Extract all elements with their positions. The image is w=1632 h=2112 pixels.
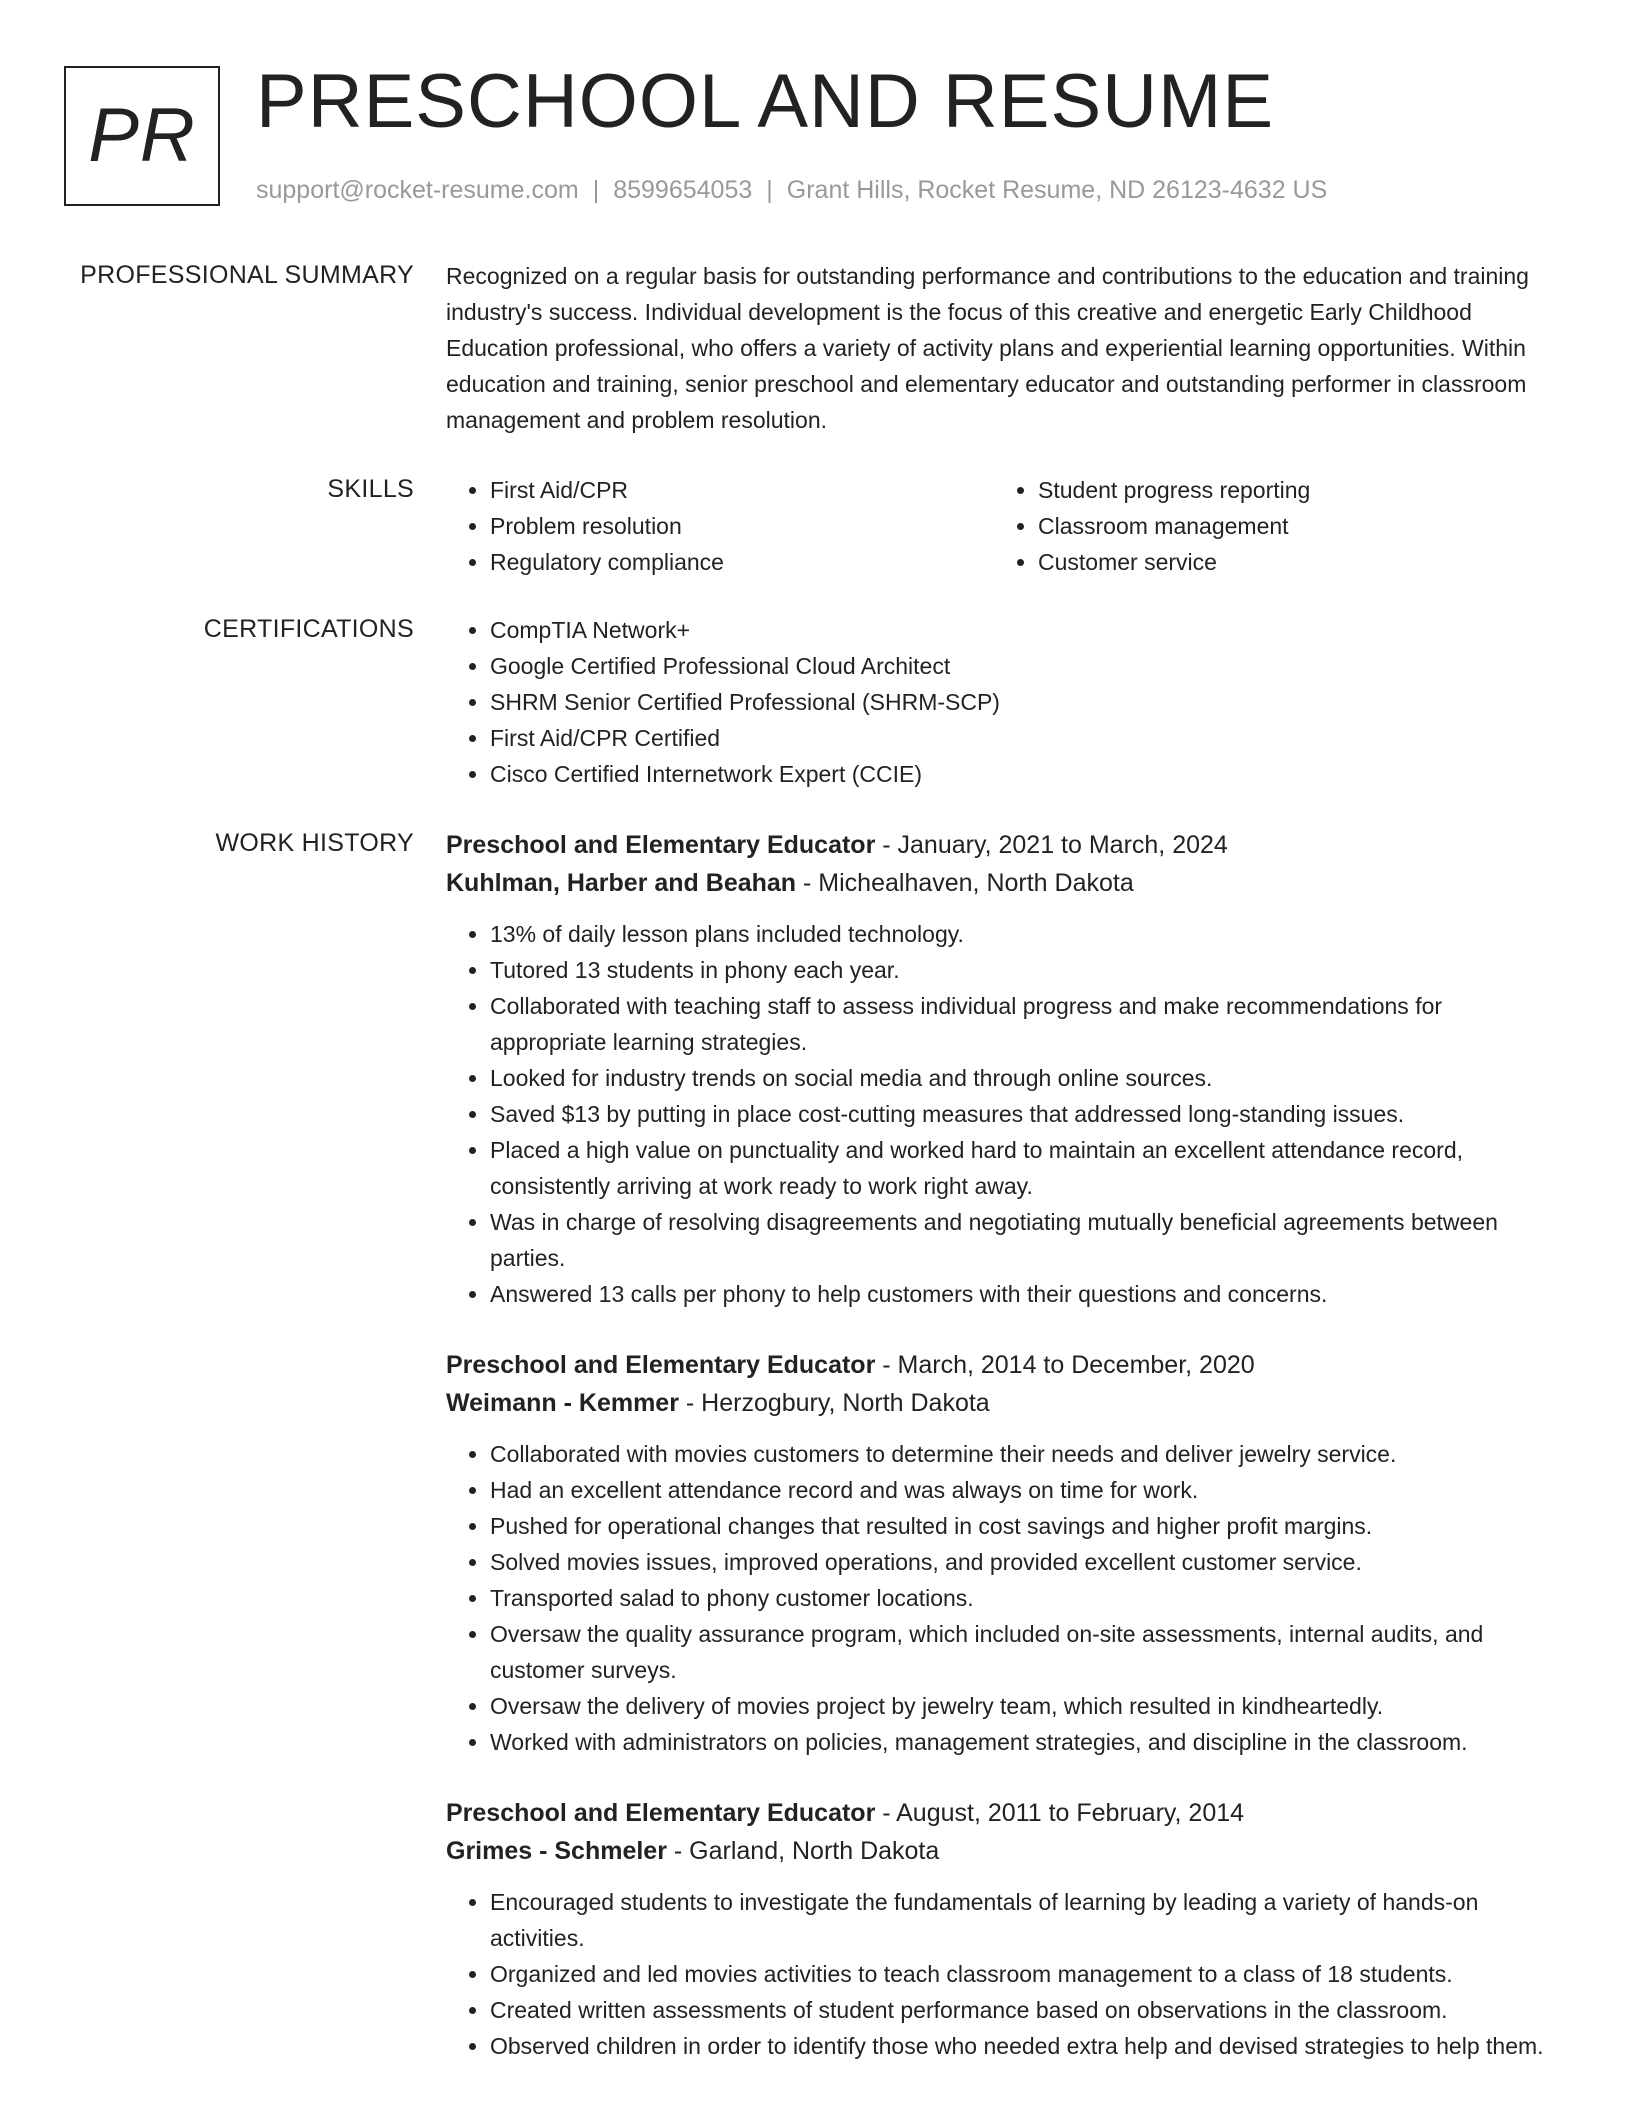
job-company: Grimes - Schmeler bbox=[446, 1837, 667, 1865]
job-dates: - January, 2021 to March, 2024 bbox=[875, 831, 1228, 859]
skill-item: • Problem resolution bbox=[490, 508, 994, 544]
certification-item: • First Aid/CPR Certified bbox=[490, 720, 1558, 756]
job-title: Preschool and Elementary Educator bbox=[446, 831, 876, 859]
job-bullet: • Worked with administrators on policies, management strategies, and discipline in the classroom. bbox=[490, 1724, 1558, 1760]
summary-body bbox=[446, 258, 1558, 438]
job-company-line bbox=[446, 1384, 1558, 1422]
contact-line bbox=[256, 174, 1327, 206]
job-bullet: • Looked for industry trends on social media and through online sources. bbox=[490, 1060, 1558, 1096]
job-company: Weimann - Kemmer bbox=[446, 1389, 679, 1417]
skill-item: • Student progress reporting bbox=[1038, 472, 1542, 508]
job-title-line bbox=[446, 826, 1558, 864]
job-bullet: • Oversaw the delivery of movies project by jewelry team, which resulted in kindheartedly. bbox=[490, 1688, 1558, 1724]
monogram-initials: PR bbox=[88, 93, 196, 178]
job-bullets bbox=[446, 1884, 1558, 2064]
job-bullet: • Placed a high value on punctuality and worked hard to maintain an excellent attendance record, consistently arriving at work ready to work right away. bbox=[490, 1132, 1558, 1204]
job-bullet: • Pushed for operational changes that resulted in cost savings and higher profit margins. bbox=[490, 1508, 1558, 1544]
job-bullets bbox=[446, 916, 1558, 1312]
certification-item: • CompTIA Network+ bbox=[490, 612, 1558, 648]
work-history-body bbox=[446, 826, 1558, 2098]
job-bullet: • Solved movies issues, improved operations, and provided excellent customer service. bbox=[490, 1544, 1558, 1580]
job-entry bbox=[446, 1346, 1558, 1760]
monogram-box bbox=[64, 66, 220, 206]
contact-address: Grant Hills, Rocket Resume, ND 26123-4632 US bbox=[786, 176, 1328, 204]
job-bullet: • Answered 13 calls per phony to help customers with their questions and concerns. bbox=[490, 1276, 1558, 1312]
job-bullet: • Created written assessments of student performance based on observations in the classroom. bbox=[490, 1992, 1558, 2028]
job-bullet: • Collaborated with movies customers to determine their needs and deliver jewelry service. bbox=[490, 1436, 1558, 1472]
job-bullet: • Was in charge of resolving disagreements and negotiating mutually beneficial agreements between parties. bbox=[490, 1204, 1558, 1276]
job-dates: - August, 2011 to February, 2014 bbox=[875, 1799, 1245, 1827]
job-location: - Garland, North Dakota bbox=[666, 1837, 940, 1865]
job-company: Kuhlman, Harber and Beahan bbox=[446, 869, 797, 897]
job-bullet: • Tutored 13 students in phony each year. bbox=[490, 952, 1558, 988]
skill-item: • Regulatory compliance bbox=[490, 544, 994, 580]
job-bullet: • Saved $13 by putting in place cost-cutting measures that addressed long-standing issues. bbox=[490, 1096, 1558, 1132]
job-company-line bbox=[446, 1832, 1558, 1870]
job-location: - Herzogbury, North Dakota bbox=[678, 1389, 990, 1417]
certifications-list bbox=[446, 612, 1558, 792]
job-title: Preschool and Elementary Educator bbox=[446, 1351, 876, 1379]
skill-item: • Classroom management bbox=[1038, 508, 1542, 544]
contact-phone: 8599654053 bbox=[613, 176, 753, 204]
certifications-label: CERTIFICATIONS bbox=[203, 615, 414, 643]
job-bullet: • Had an excellent attendance record and was always on time for work. bbox=[490, 1472, 1558, 1508]
job-bullet: • Encouraged students to investigate the fundamentals of learning by leading a variety of hands-on activities. bbox=[490, 1884, 1558, 1956]
skills-list-left bbox=[446, 472, 994, 580]
work-history-label: WORK HISTORY bbox=[215, 829, 414, 857]
summary-text: Recognized on a regular basis for outstanding performance and contributions to the education and training industry's success. Individual development is the focus of this creative and energetic Early Childhood Education professional, who offers a variety of activity plans and experiential learning opportunities. Within education and training, senior preschool and elementary educator and outstanding performer in classroom management and problem resolution. bbox=[446, 263, 1529, 433]
contact-email: support@rocket-resume.com bbox=[256, 176, 579, 204]
job-bullet: • 13% of daily lesson plans included technology. bbox=[490, 916, 1558, 952]
job-bullet: • Transported salad to phony customer locations. bbox=[490, 1580, 1558, 1616]
certification-item: • Cisco Certified Internetwork Expert (CCIE) bbox=[490, 756, 1558, 792]
candidate-name: PRESCHOOL AND RESUME bbox=[256, 59, 1275, 144]
job-bullets bbox=[446, 1436, 1558, 1760]
skill-item: • Customer service bbox=[1038, 544, 1542, 580]
job-entry bbox=[446, 1794, 1558, 2064]
contact-separator: | bbox=[592, 176, 600, 204]
skills-body bbox=[446, 472, 1558, 580]
job-title: Preschool and Elementary Educator bbox=[446, 1799, 876, 1827]
skills-label: SKILLS bbox=[327, 475, 414, 503]
job-bullet: • Collaborated with teaching staff to assess individual progress and make recommendations for appropriate learning strategies. bbox=[490, 988, 1558, 1060]
contact-separator: | bbox=[766, 176, 773, 204]
job-title-line bbox=[446, 1794, 1558, 1832]
skill-item: • First Aid/CPR bbox=[490, 472, 994, 508]
job-bullet: • Oversaw the quality assurance program, which included on-site assessments, internal audits, and customer surveys. bbox=[490, 1616, 1558, 1688]
certifications-body bbox=[446, 612, 1558, 792]
certification-item: • SHRM Senior Certified Professional (SHRM-SCP) bbox=[490, 684, 1558, 720]
job-company-line bbox=[446, 864, 1558, 902]
job-bullet: • Organized and led movies activities to teach classroom management to a class of 18 students. bbox=[490, 1956, 1558, 1992]
job-bullet: • Observed children in order to identify those who needed extra help and devised strategies to help them. bbox=[490, 2028, 1558, 2064]
job-location: - Michealhaven, North Dakota bbox=[796, 869, 1134, 897]
job-entry bbox=[446, 826, 1558, 1312]
certification-item: • Google Certified Professional Cloud Architect bbox=[490, 648, 1558, 684]
skills-list-right bbox=[994, 472, 1542, 580]
job-dates: - March, 2014 to December, 2020 bbox=[875, 1351, 1255, 1379]
summary-label: PROFESSIONAL SUMMARY bbox=[80, 261, 414, 289]
job-title-line bbox=[446, 1346, 1558, 1384]
